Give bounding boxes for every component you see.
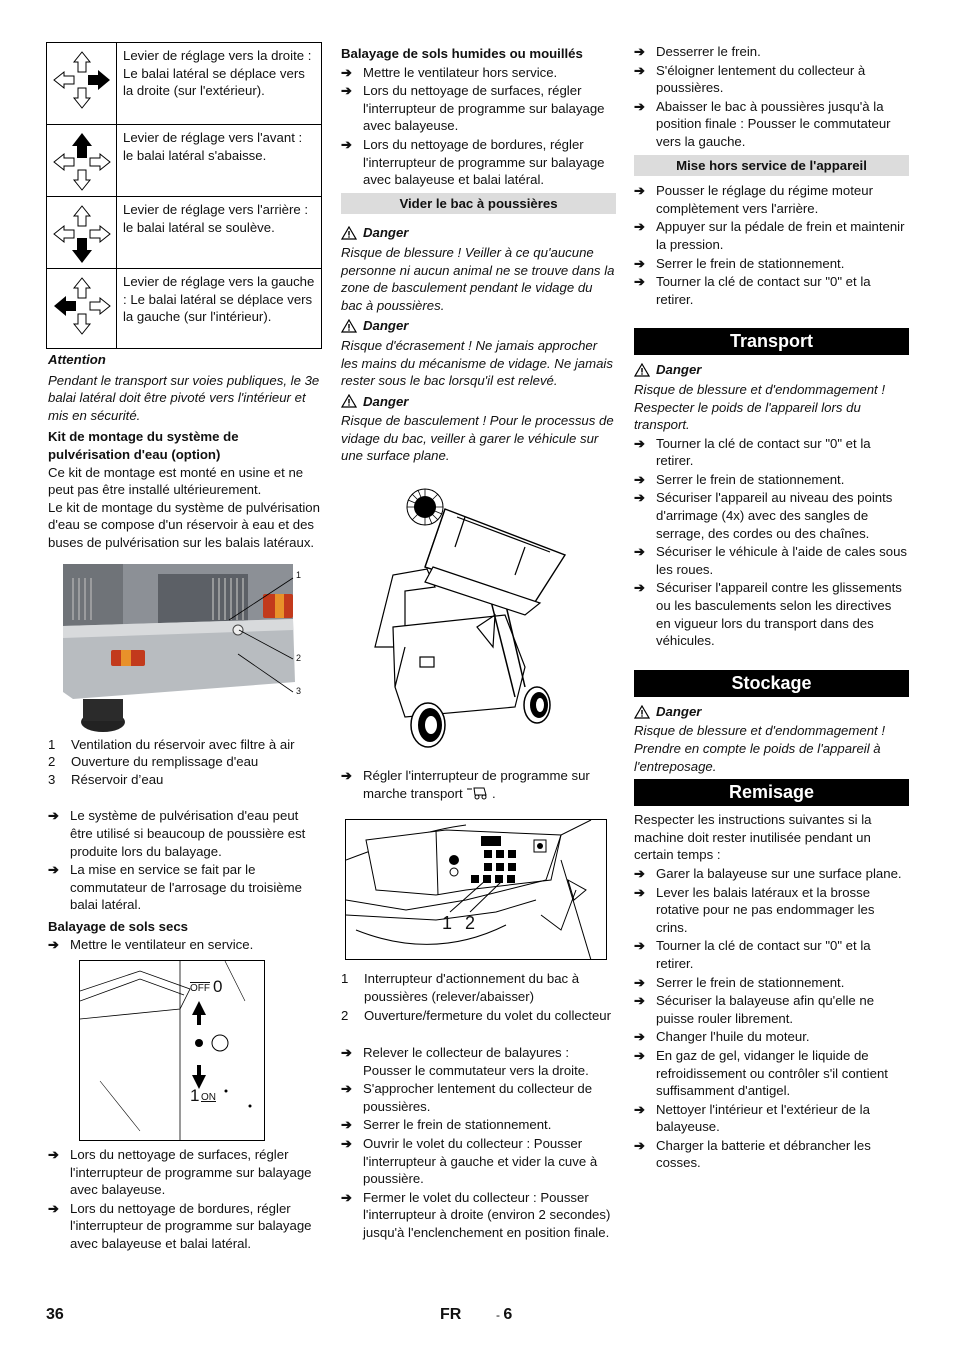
dry-steps (46, 936, 322, 954)
arrow-bullet-icon: ➔ (634, 44, 645, 59)
arrow-bullet-icon: ➔ (634, 219, 645, 235)
arrow-bullet-icon: ➔ (634, 974, 645, 990)
step-item (634, 1137, 909, 1172)
step-text: S'approcher lentement du collecteur de poussières. (363, 1081, 593, 1114)
arrow-bullet-icon: ➔ (48, 808, 59, 824)
arrow-down-icon (51, 203, 113, 265)
arrow-bullet-icon: ➔ (634, 98, 645, 114)
transport-steps (634, 435, 909, 650)
step-item (634, 255, 909, 273)
step-item (634, 182, 909, 217)
transport-danger (634, 361, 909, 433)
step-item (634, 471, 909, 489)
column-1 (46, 42, 322, 1253)
danger-block (341, 317, 616, 389)
step-item (341, 82, 616, 135)
arrow-bullet-icon: ➔ (634, 62, 645, 78)
arrow-bullet-icon: ➔ (634, 865, 645, 881)
warning-triangle-icon (634, 705, 650, 719)
step-item (48, 936, 322, 954)
arrow-bullet-icon: ➔ (634, 435, 645, 451)
step-text: Serrer le frein de stationnement. (363, 1117, 552, 1133)
wet-title: Balayage de sols humides ou mouillés (341, 46, 583, 61)
water-tank-figure (63, 564, 308, 734)
arrow-up-icon (51, 131, 113, 193)
step-text: Charger la batterie et débrancher les cosses. (656, 1137, 871, 1171)
kit-title: Kit de montage du système de pulvérisation d'eau (option) (48, 429, 239, 462)
legend-number: 1 (341, 971, 349, 987)
arrow-bullet-icon: ➔ (634, 544, 645, 560)
step-text: Tourner la clé de contact sur "0" et la retirer. (656, 274, 871, 307)
step-text: Sécuriser l'appareil au niveau des points d'arrimage (4x) avec des sangles de serrage, des cordes ou des chaînes. (656, 490, 893, 541)
legend-1 (46, 736, 322, 789)
arrow-bullet-icon: ➔ (634, 1047, 645, 1063)
danger-heading (341, 224, 616, 242)
fig1-callout-2: 2 (296, 652, 302, 663)
lever-left-text: Levier de réglage vers la gauche : Le balai latéral se déplace vers la gauche (sur l'intérieur). (117, 269, 322, 349)
warning-triangle-icon (341, 226, 357, 240)
remisage-header: Remisage (634, 779, 909, 806)
arrow-bullet-icon: ➔ (48, 862, 59, 878)
step-item (634, 1101, 909, 1136)
step-text: En gaz de gel, vidanger le liquide de refroidissement ou contrôler s'il contient suffisamment d'antigel. (656, 1047, 888, 1099)
step-item (48, 1146, 322, 1199)
shutdown-steps (634, 182, 909, 308)
attention-text: Pendant le transport sur voies publiques, le 3e balai latéral doit être pivoté vers l'intérieur et mis en sécurité. (48, 372, 320, 423)
legend-number: 2 (48, 754, 56, 770)
step-item (634, 992, 909, 1027)
lever-right-text: Levier de réglage vers la droite : Le balai latéral se déplace vers la droite (sur l'extérieur). (117, 43, 322, 125)
step-item (634, 543, 909, 578)
arrow-bullet-icon: ➔ (48, 937, 59, 953)
legend-text: Ouverture/fermeture du volet du collecteur (364, 1008, 612, 1024)
lever-right-cell (47, 43, 117, 125)
switch-on-label: ON (201, 1092, 216, 1104)
step-text: Serrer le frein de stationnement. (656, 471, 845, 487)
step-item (48, 861, 322, 914)
step-item (341, 1189, 616, 1242)
step-item (634, 43, 909, 61)
arrow-bullet-icon: ➔ (634, 884, 645, 900)
danger-text: Risque d'écrasement ! Ne jamais approcher les mains du mécanisme de vidage. Ne jamais rester sous le bac lorsqu'il est relevé. (341, 337, 613, 389)
step-text: Pousser le réglage du régime moteur complètement vers l'arrière. (656, 183, 873, 216)
step-text: Lors du nettoyage de bordures, régler l'interrupteur de programme sur balayage avec balayeuse et balai latéral. (363, 136, 605, 188)
step-text: Tourner la clé de contact sur "0" et la retirer. (656, 435, 871, 469)
step-item (634, 974, 909, 992)
danger-heading (341, 317, 616, 335)
transport-header: Transport (634, 328, 909, 355)
shutdown-header: Mise hors service de l'appareil (634, 155, 909, 177)
arrow-bullet-icon: ➔ (341, 1117, 352, 1133)
step-item (341, 1135, 616, 1188)
control-panel-drawing (346, 820, 606, 959)
step-text: Nettoyer l'intérieur et l'extérieur de la balayeuse. (656, 1101, 870, 1135)
language-code: FR (440, 1306, 462, 1323)
lever-row-left (47, 269, 322, 349)
danger-title: Danger (656, 362, 702, 378)
step-item (634, 865, 909, 883)
page-number: 36 (46, 1306, 64, 1323)
step-item (341, 136, 616, 189)
arrow-bullet-icon: ➔ (634, 1029, 645, 1045)
fig1-callout-3: 3 (296, 685, 302, 696)
danger-block (341, 224, 616, 314)
kit-paragraph-2: Le kit de montage du système de pulvérisation d'eau se compose d'un réservoir à eau et des buses de pulvérisation sur les balais latéraux. (48, 499, 320, 550)
arrow-bullet-icon: ➔ (341, 64, 352, 80)
step-item (48, 807, 322, 860)
danger-text: Risque de blessure et d'endommagement ! Respecter le poids de l'appareil lors du transport. (634, 381, 886, 433)
step-item (634, 579, 909, 649)
step-item (341, 1044, 616, 1079)
step-text: Abaisser le bac à poussières jusqu'à la position finale : Pousser le commutateur vers la gauche. (656, 98, 891, 149)
lever-down-cell (47, 197, 117, 269)
arrow-bullet-icon: ➔ (634, 274, 645, 290)
transport-mode-step (341, 767, 616, 802)
arrow-bullet-icon: ➔ (341, 1136, 352, 1151)
arrow-bullet-icon: ➔ (341, 1045, 352, 1061)
danger-title: Danger (363, 225, 409, 241)
fan-switch-figure (79, 960, 265, 1141)
step-text: Serrer le frein de stationnement. (656, 974, 845, 990)
warning-triangle-icon (634, 363, 650, 377)
lever-row-right (47, 43, 322, 125)
legend-number: 1 (48, 736, 56, 752)
arrow-bullet-icon: ➔ (634, 1137, 645, 1153)
lever-up-text: Levier de réglage vers l'avant : le balai latéral s'abaisse. (117, 125, 322, 197)
step-text: Sécuriser l'appareil contre les glissements ou les basculements selon les directives en vigueur lors du transport dans des véhicules. (656, 580, 902, 649)
step-item: ➔ Régler l'interrupteur de programme sur marche transport . (341, 768, 590, 801)
fig1-callout-1: 1 (296, 569, 302, 580)
step-text: Lever les balais latéraux et la brosse rotative pour ne pas endommager les crins. (656, 884, 875, 935)
step-item (634, 218, 909, 253)
step-text: Ouvrir le volet du collecteur : Pousser l'interrupteur à gauche et vider la cuve à poussière. (363, 1136, 598, 1187)
storage-danger (634, 703, 909, 775)
arrow-bullet-icon: ➔ (634, 490, 645, 506)
legend-2 (341, 970, 616, 1025)
remisage-steps (634, 865, 909, 1172)
lever-table (46, 42, 322, 349)
sub-page-number (496, 1306, 512, 1325)
legend-2-item (341, 1007, 616, 1025)
step-text: Tourner la clé de contact sur "0" et la retirer. (656, 938, 871, 971)
legend-text: Ventilation du réservoir avec filtre à air (71, 736, 295, 752)
switch-one-label: 1 (190, 1086, 200, 1106)
step-text: Lors du nettoyage de bordures, régler l'interrupteur de programme sur balayage avec balayeuse et balai latéral. (70, 1200, 312, 1252)
arrow-bullet-icon: ➔ (634, 471, 645, 487)
danger-heading (341, 393, 616, 411)
step-item (341, 1080, 616, 1115)
sub-page-dash: - (496, 1308, 504, 1322)
water-tank-photo (63, 564, 308, 734)
step-item (341, 1116, 616, 1134)
step-text: Sécuriser la balayeuse afin qu'elle ne puisse rouler librement. (656, 993, 875, 1026)
step-text: Serrer le frein de stationnement. (656, 255, 845, 271)
step-text: Garer la balayeuse sur une surface plane. (656, 865, 902, 881)
legend-number: 2 (341, 1008, 349, 1024)
step-item (48, 1200, 322, 1253)
step-text: Lors du nettoyage de surfaces, régler l'interrupteur de programme sur balayage avec balayeuse. (70, 1147, 312, 1198)
legend-2-item (341, 970, 616, 1005)
lever-up-cell (47, 125, 117, 197)
step-item (634, 273, 909, 308)
empty-bin-header: Vider le bac à poussières (341, 193, 616, 215)
step-text: Régler l'interrupteur de programme sur marche transport (363, 768, 590, 801)
step-item (634, 62, 909, 97)
arrow-bullet-icon: ➔ (634, 938, 645, 954)
lever-row-up (47, 125, 322, 197)
step-text: La mise en service se fait par le commutateur de l'arrosage du troisième balai latéral. (70, 862, 302, 913)
arrow-bullet-icon: ➔ (341, 83, 352, 99)
legend-1-item (48, 753, 322, 771)
step-item (634, 1028, 909, 1046)
control-panel-figure (345, 819, 607, 960)
dry-steps-2 (46, 1146, 322, 1253)
step-text: Appuyer sur la pédale de frein et maintenir la pression. (656, 219, 905, 252)
attention-title: Attention (48, 352, 106, 367)
lever-left-cell (47, 269, 117, 349)
fig3-callout-1: 1 (442, 913, 453, 934)
step-text: S'éloigner lentement du collecteur à poussières. (656, 62, 866, 96)
sub-page-value: 6 (503, 1306, 513, 1323)
step-text: Sécuriser le véhicule à l'aide de cales sous les roues. (656, 544, 908, 577)
step-text: Desserrer le frein. (656, 44, 761, 59)
danger-text: Risque de blessure ! Veiller à ce qu'aucune personne ni aucun animal ne se trouve dans la zone de basculement pendant le vidage du bac à poussières. (341, 244, 615, 313)
dump-steps (341, 1044, 616, 1242)
legend-number: 3 (48, 771, 56, 787)
column-3 (634, 42, 909, 1172)
spray-steps (46, 807, 322, 914)
arrow-bullet-icon: ➔ (634, 183, 645, 199)
arrow-bullet-icon: ➔ (634, 580, 645, 596)
step-text: Fermer le volet du collecteur : Pousser l'interrupteur à droite (environ 2 secondes) jusqu'à l'enclenchement en position finale. (363, 1189, 611, 1240)
switch-zero-label: 0 (213, 977, 223, 997)
danger-heading (634, 361, 909, 379)
step-text: Le système de pulvérisation d'eau peut être utilisé si beaucoup de poussière est produite lors du balayage. (70, 808, 306, 859)
step-text: Relever le collecteur de balayures : Pousser le commutateur vers la droite. (363, 1045, 589, 1078)
arrow-bullet-icon: ➔ (634, 1101, 645, 1117)
danger-text: Risque de blessure et d'endommagement ! Prendre en compte le poids de l'appareil à l'entreposage. (634, 723, 886, 774)
danger-block (341, 393, 616, 465)
danger-text: Risque de basculement ! Pour le processus de vidage du bac, veiller à garer le véhicule sur une surface plane. (341, 413, 614, 464)
arrow-bullet-icon: ➔ (48, 1200, 59, 1216)
arrow-bullet-icon: ➔ (48, 1147, 59, 1163)
danger-title: Danger (363, 318, 409, 334)
step-text: Mettre le ventilateur hors service. (363, 64, 558, 80)
step-item (341, 64, 616, 82)
step-item (634, 489, 909, 542)
warning-triangle-icon (341, 319, 357, 333)
lever-down-text: Levier de réglage vers l'arrière : le balai latéral se soulève. (117, 197, 322, 269)
lever-row-down (47, 197, 322, 269)
legend-text: Réservoir d’eau (71, 771, 164, 787)
arrow-left-icon (51, 275, 113, 337)
step-item (634, 435, 909, 470)
step-item (634, 98, 909, 151)
arrow-bullet-icon: ➔ (634, 993, 645, 1009)
step-text: Changer l'huile du moteur. (656, 1029, 810, 1045)
fig3-callout-2: 2 (465, 913, 476, 934)
step-text: Mettre le ventilateur en service. (70, 937, 254, 953)
transport-mode-icon (466, 786, 488, 800)
step-item (634, 937, 909, 972)
danger-heading (634, 703, 909, 721)
warning-triangle-icon (341, 394, 357, 408)
danger-title: Danger (656, 703, 702, 719)
storage-header: Stockage (634, 670, 909, 697)
arrow-bullet-icon: ➔ (341, 136, 352, 152)
wet-steps (341, 64, 616, 189)
remisage-intro: Respecter les instructions suivantes si la machine doit rester inutilisée pendant un certain temps : (634, 812, 872, 863)
step-item (634, 884, 909, 937)
brake-steps (634, 43, 909, 151)
fan-switch-drawing (80, 961, 264, 1140)
sweeper-dump-drawing (365, 487, 585, 757)
step-item (634, 1047, 909, 1100)
step-text: Lors du nettoyage de surfaces, régler l'interrupteur de programme sur balayage avec balayeuse. (363, 83, 605, 134)
danger-title: Danger (363, 393, 409, 409)
arrow-bullet-icon: ➔ (341, 1189, 352, 1205)
arrow-right-icon (51, 49, 113, 111)
arrow-bullet-icon: ➔ (634, 255, 645, 271)
legend-1-item (48, 771, 322, 789)
legend-text: Interrupteur d'actionnement du bac à poussières (relever/abaisser) (364, 971, 580, 1004)
sweeper-dump-figure (365, 487, 585, 757)
arrow-bullet-icon: ➔ (341, 768, 352, 784)
switch-off-label: $\overline{OFF}$ (190, 983, 210, 995)
arrow-bullet-icon: ➔ (341, 1081, 352, 1097)
kit-paragraph-1: Ce kit de montage est monté en usine et ne peut pas être installé ultérieurement. (48, 464, 304, 498)
legend-text: Ouverture du remplissage d'eau (71, 754, 259, 770)
column-2 (341, 42, 616, 1242)
dry-title: Balayage de sols secs (48, 918, 189, 934)
legend-1-item (48, 736, 322, 754)
